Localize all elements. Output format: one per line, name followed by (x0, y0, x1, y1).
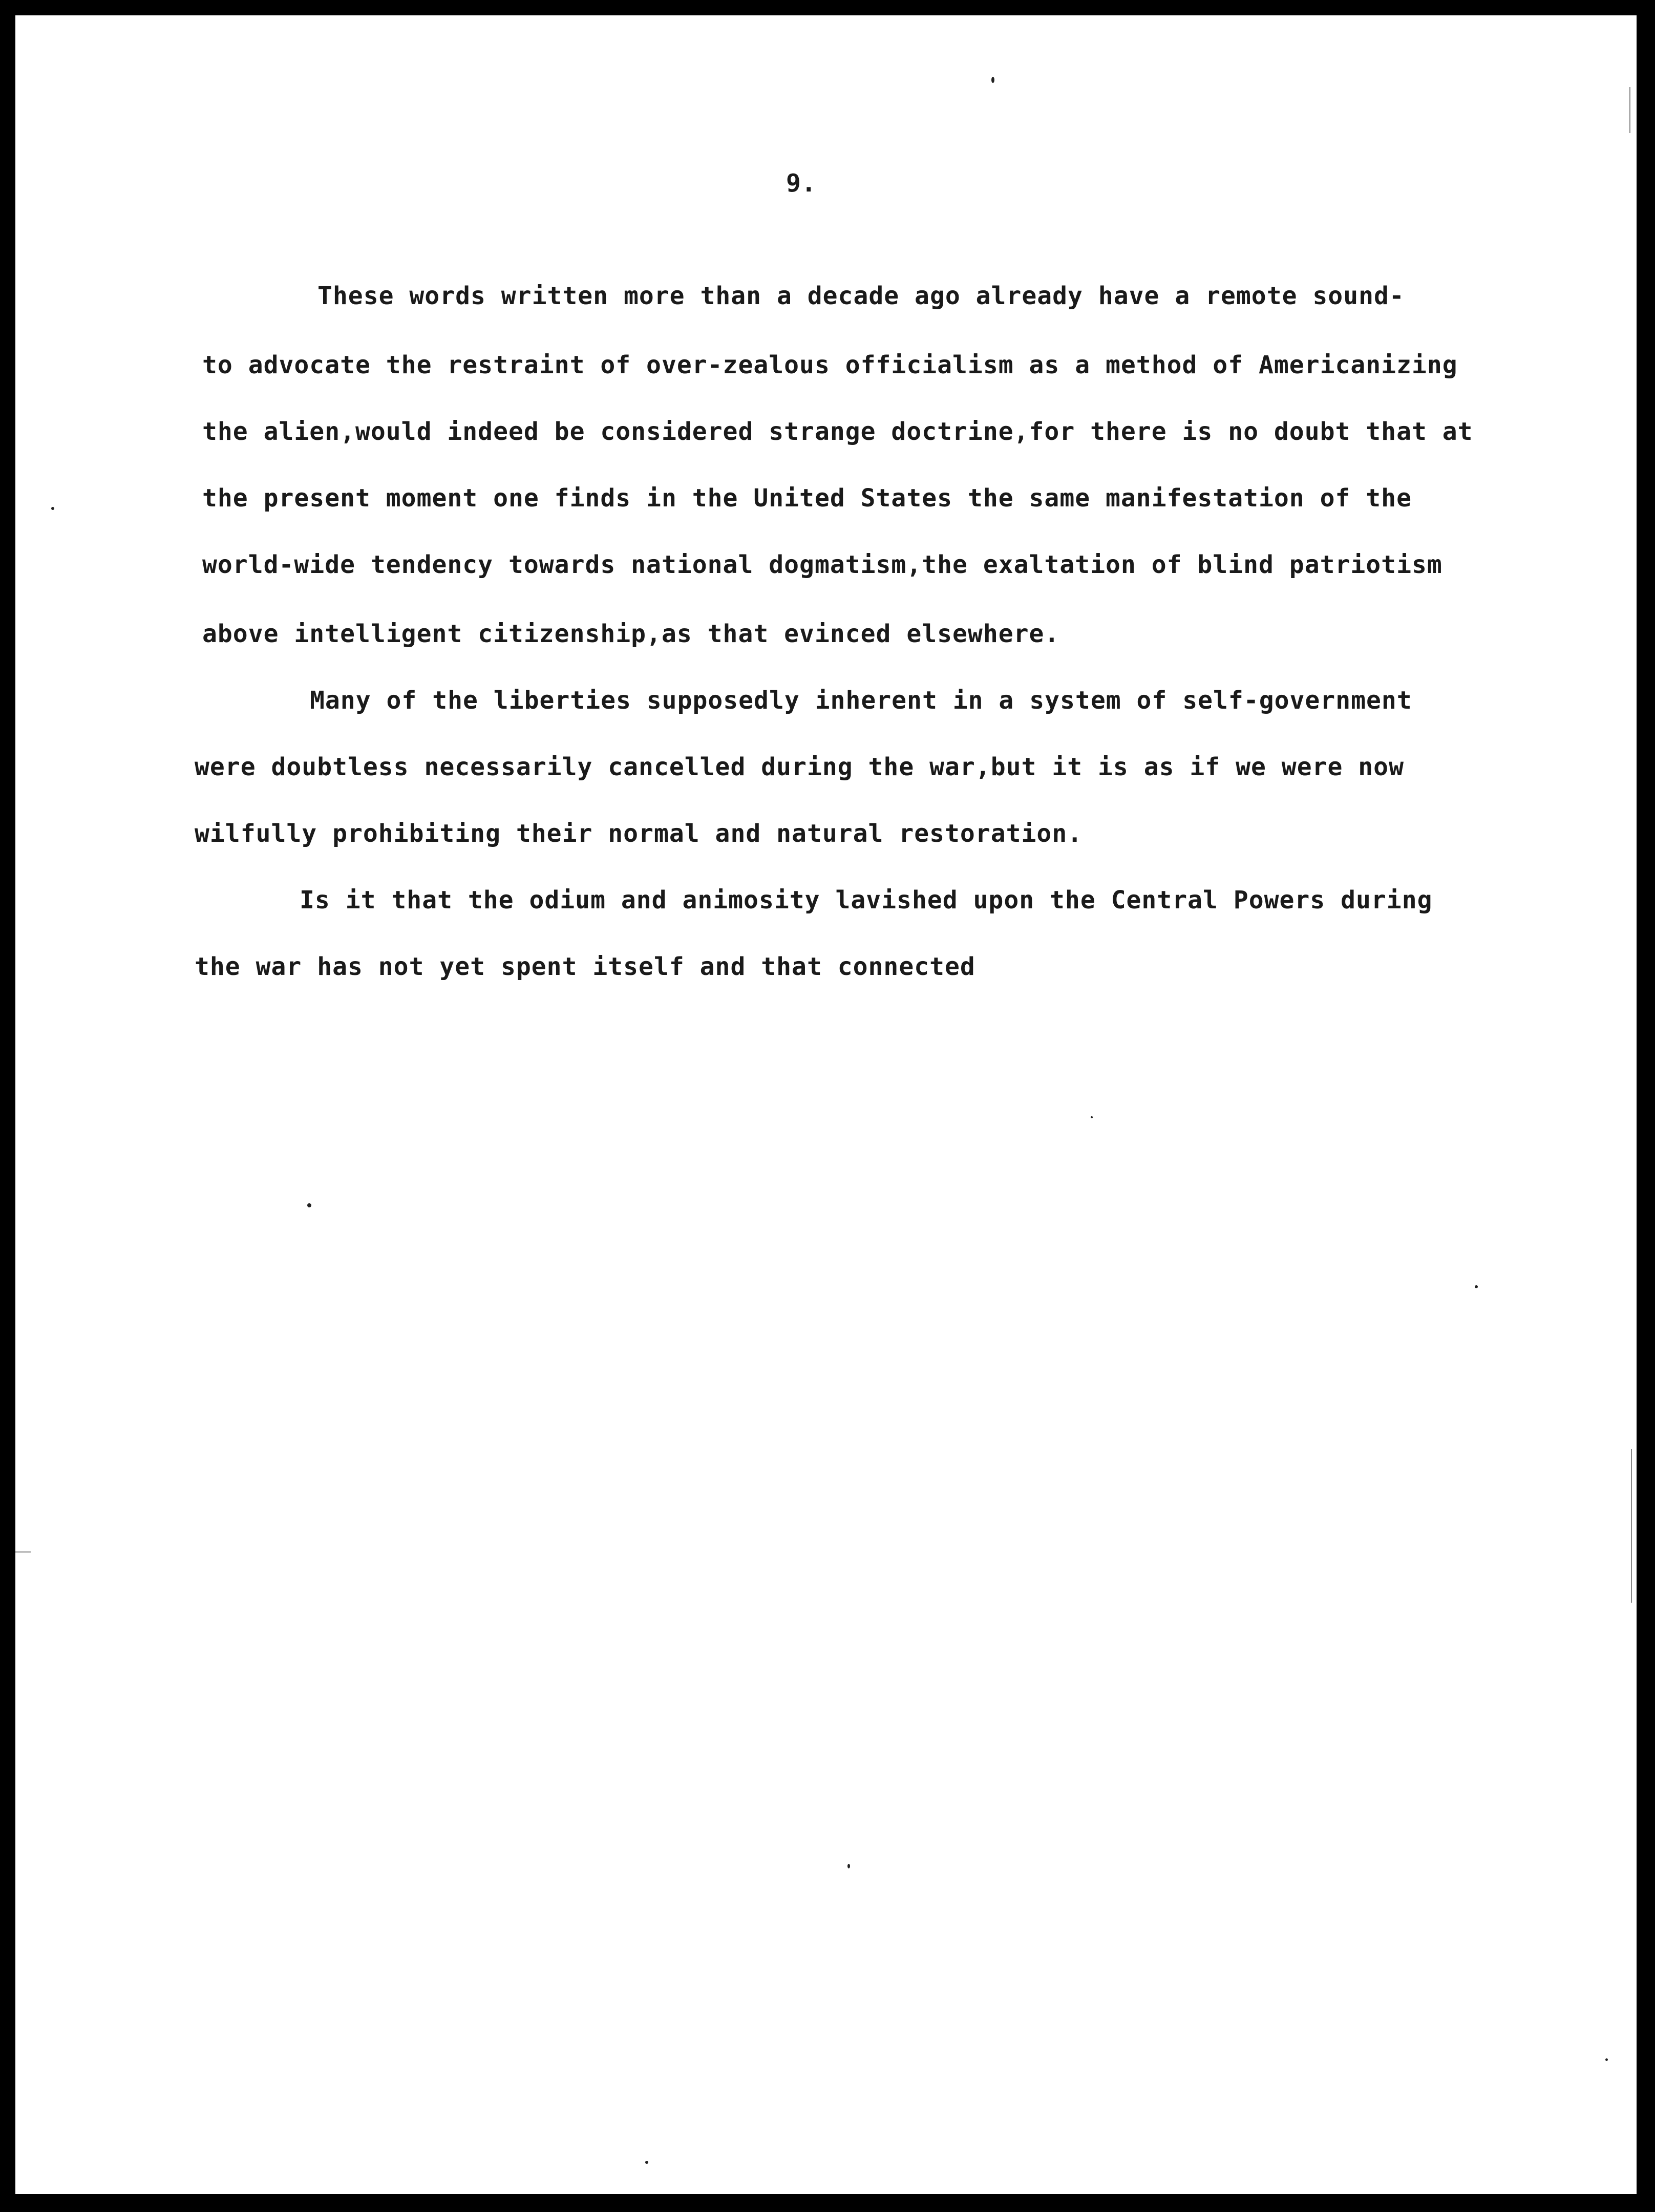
paragraph-1-line-4: the present moment one finds in the United States the same manifestation of the (202, 484, 1412, 513)
scan-speck (847, 1864, 850, 1868)
paragraph-3-line-2: the war has not yet spent itself and that connected (195, 952, 975, 981)
paragraph-3-line-1: Is it that the odium and animosity lavished upon the Central Powers during (300, 886, 1433, 914)
paragraph-1-line-6: above intelligent citizenship,as that evinced elsewhere. (202, 620, 1060, 648)
scan-edge-mark (1631, 1449, 1632, 1603)
paragraph-2-line-3: wilfully prohibiting their normal and natural restoration. (195, 819, 1083, 848)
paragraph-1-line-5: world-wide tendency towards national dogmatism,the exaltation of blind patriotism (202, 550, 1442, 579)
page-number: 9. (786, 169, 817, 198)
scan-edge-mark (15, 1551, 31, 1552)
paragraph-2-line-1: Many of the liberties supposedly inherent in a system of self-government (310, 686, 1412, 715)
scan-speck (645, 2161, 648, 2164)
paragraph-1-line-1: These words written more than a decade ago already have a remote sound- (317, 282, 1405, 310)
scan-speck (1605, 2058, 1608, 2061)
scan-speck (1091, 1116, 1093, 1118)
scan-edge-mark (1629, 87, 1630, 133)
scan-speck (307, 1203, 311, 1207)
scan-speck (991, 77, 994, 83)
scan-speck (51, 507, 54, 510)
document-page (15, 15, 1637, 2194)
paragraph-1-line-3: the alien,would indeed be considered strange doctrine,for there is no doubt that at (202, 417, 1473, 446)
scan-speck (1475, 1285, 1478, 1288)
paragraph-1-line-2: to advocate the restraint of over-zealous officialism as a method of Americanizing (202, 351, 1458, 379)
paragraph-2-line-2: were doubtless necessarily cancelled during the war,but it is as if we were now (195, 753, 1404, 781)
